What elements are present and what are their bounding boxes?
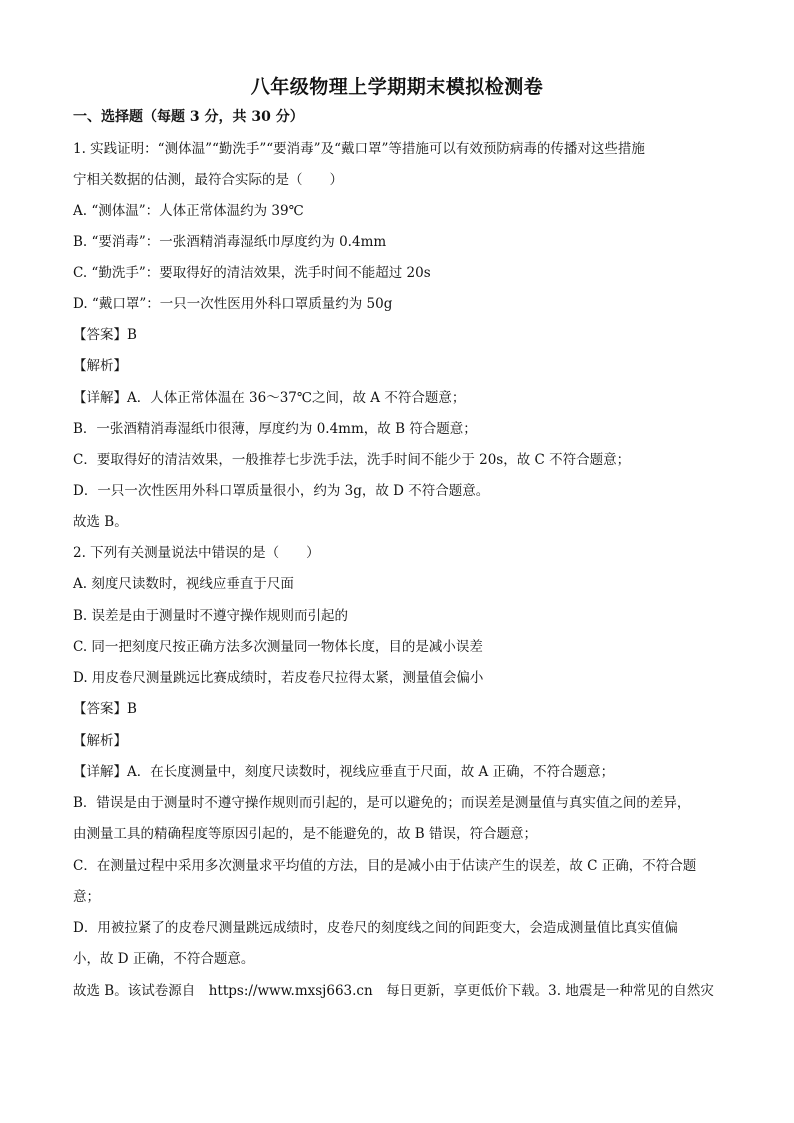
q1-detail-b: B．一张酒精消毒湿纸巾很薄，厚度约为 0.4mm，故 B 符合题意； [73, 421, 477, 437]
q2-detail-d: D．用被拉紧了的皮卷尺测量跳远成绩时，皮卷尺的刻度线之间的间距变大，会造成测量值比真实值偏 [73, 920, 678, 936]
q2-analysis-label: 【解析】 [73, 733, 127, 749]
q2-detail-a: 【详解】A．在长度测量中，刻度尺读数时，视线应垂直于尺面，故 A 正确，不符合题意； [73, 764, 615, 780]
question-1-stem-cont: 宁相关数据的估测，最符合实际的是（ ） [73, 172, 343, 188]
q2-option-d: D. 用皮卷尺测量跳远比赛成绩时，若皮卷尺拉得太紧，测量值会偏小 [73, 670, 484, 686]
q2-detail-d-cont: 小，故 D 正确，不符合题意。 [73, 951, 255, 967]
q1-option-b: B. “要消毒”：一张酒精消毒湿纸巾厚度约为 0.4mm [73, 234, 387, 250]
question-1-stem: 1. 实践证明：“测体温”“勤洗手”“要消毒”及“戴口罩”等措施可以有效预防病毒的传播对这些措施 [73, 141, 645, 157]
page-title: 八年级物理上学期期末模拟检测卷 [250, 76, 544, 98]
question-2-stem: 2. 下列有关测量说法中错误的是（ ） [73, 545, 320, 561]
q1-detail-c: C．要取得好的清洁效果，一般推荐七步洗手法，洗手时间不能少于 20s，故 C 不符合题意； [73, 452, 631, 468]
q2-conclusion-and-q3-start: 故选 B。该试卷源自 https://www.mxsj663.cn 每日更新，享更低价下载。3. 地震是一种常见的自然灾 [73, 983, 714, 999]
q1-conclusion: 故选 B。 [73, 514, 128, 530]
q1-detail-d: D．一只一次性医用外科口罩质量很小，约为 3g，故 D 不符合题意。 [73, 483, 490, 499]
q1-option-a: A. “测体温”：人体正常体温约为 39℃ [73, 203, 304, 219]
q2-detail-b: B．错误是由于测量时不遵守操作规则而引起的，是可以避免的；而误差是测量值与真实值之间的差异， [73, 795, 691, 811]
q1-option-d: D. “戴口罩”：一只一次性医用外科口罩质量约为 50g [73, 296, 393, 312]
q1-analysis-label: 【解析】 [73, 358, 127, 374]
q1-answer: 【答案】B [73, 327, 137, 343]
q2-detail-c-cont: 意； [73, 889, 100, 905]
q2-answer: 【答案】B [73, 701, 137, 717]
q2-detail-b-cont: 由测量工具的精确程度等原因引起的，是不能避免的，故 B 错误，符合题意； [73, 826, 538, 842]
section-heading: 一、选择题（每题 3 分，共 30 分） [73, 109, 304, 125]
q1-option-c: C. “勤洗手”：要取得好的清洁效果，洗手时间不能超过 20s [73, 265, 431, 281]
q2-option-c: C. 同一把刻度尺按正确方法多次测量同一物体长度，目的是减小误差 [73, 639, 483, 655]
q1-detail-a: 【详解】A．人体正常体温在 36～37℃之间，故 A 不符合题意； [73, 390, 466, 406]
q2-detail-c: C．在测量过程中采用多次测量求平均值的方法，目的是减小由于估读产生的误差，故 C 正确，不符合题 [73, 858, 697, 874]
q2-option-a: A. 刻度尺读数时，视线应垂直于尺面 [73, 576, 294, 592]
q2-option-b: B. 误差是由于测量时不遵守操作规则而引起的 [73, 608, 349, 624]
